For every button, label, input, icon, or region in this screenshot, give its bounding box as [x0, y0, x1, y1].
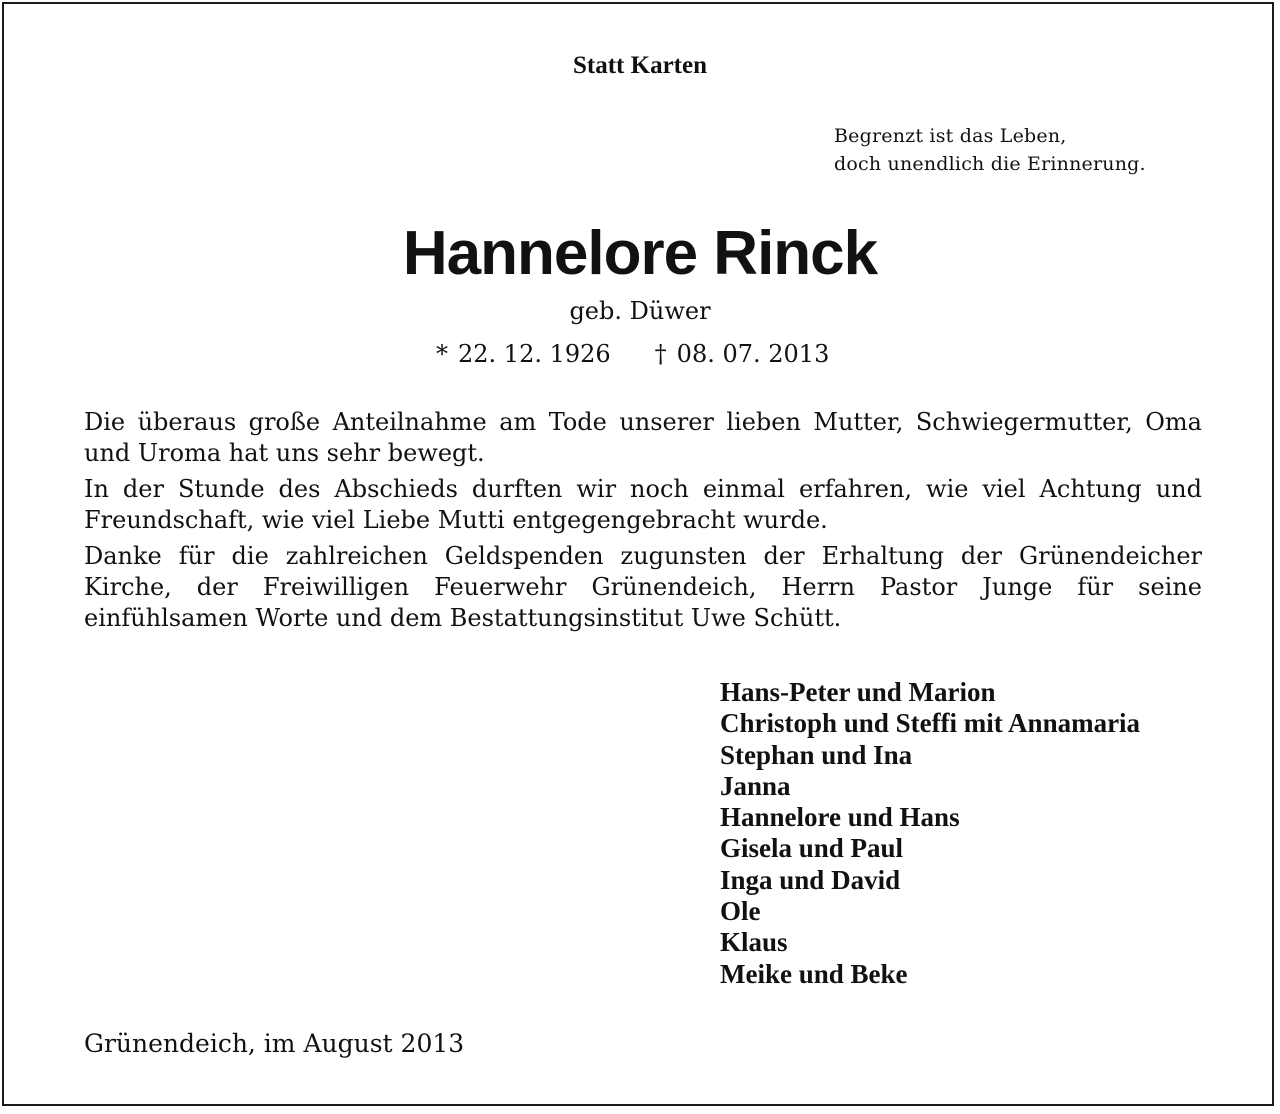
death-symbol: †: [654, 340, 667, 368]
paragraph: Danke für die zahlreichen Geldspenden zugunsten der Erhaltung der Grünendeicher Kirche, der Freiwilligen Feuerwehr Grünendeich, Herrn Pastor Junge für seine einfühlsamen Worte und dem Bestattungsinstitut Uwe Schütt.: [84, 542, 1202, 632]
signers-list: [720, 677, 1140, 990]
deceased-name: Hannelore Rinck: [402, 219, 878, 288]
signer: Christoph und Steffi mit Annamaria: [720, 708, 1141, 739]
birth-date: 22. 12. 1926: [458, 340, 611, 368]
life-dates: [436, 340, 829, 368]
signer: Hans-Peter und Marion: [720, 677, 996, 707]
thanks-text: [84, 407, 1202, 639]
death-date: 08. 07. 2013: [676, 340, 830, 368]
signer: Ole: [720, 896, 761, 927]
birth-name: geb. Düwer: [569, 297, 711, 325]
signer: Stephan und Ina: [720, 739, 913, 770]
notice-header: Statt Karten: [573, 52, 707, 79]
place-and-date: Grünendeich, im August 2013: [84, 1029, 465, 1058]
paragraph: Die überaus große Anteilnahme am Tode unserer lieben Mutter, Schwiegermutter, Oma und Uroma hat uns sehr bewegt.: [84, 408, 1202, 467]
paragraph: In der Stunde des Abschieds durften wir noch einmal erfahren, wie viel Achtung und Freundschaft, wie viel Liebe Mutti entgegengebracht wurde.: [84, 475, 1202, 534]
signer: Hannelore und Hans: [720, 802, 960, 833]
signer: Klaus: [720, 927, 788, 958]
memorial-quote: [834, 122, 1146, 178]
signer: Meike und Beke: [720, 958, 908, 989]
quote-line-2: doch unendlich die Erinnerung.: [834, 153, 1146, 175]
signer: Inga und David: [720, 864, 901, 895]
signer: Janna: [720, 770, 791, 801]
signer: Gisela und Paul: [720, 833, 904, 864]
birth-symbol: *: [436, 340, 448, 368]
quote-line-1: Begrenzt ist das Leben,: [834, 125, 1067, 147]
